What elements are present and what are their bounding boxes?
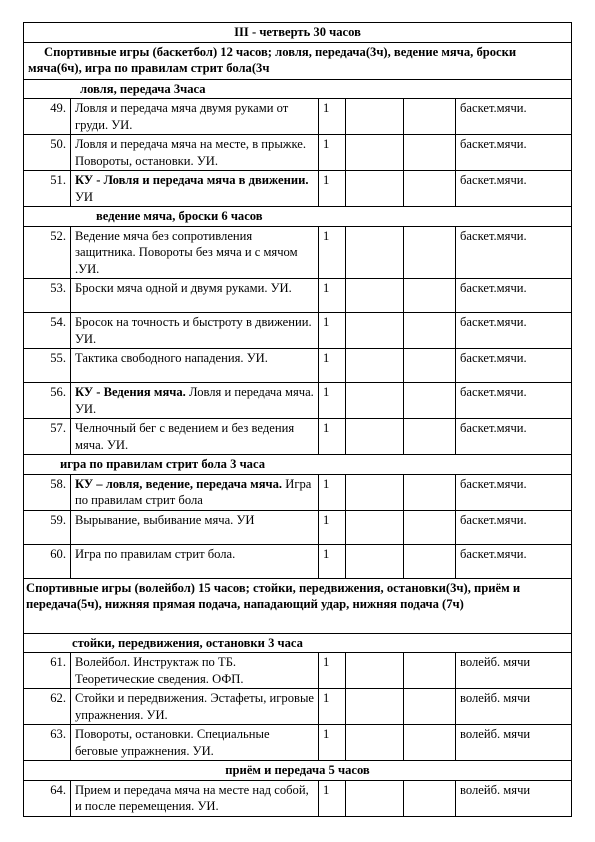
table-row	[24, 135, 572, 171]
subsection-row	[24, 633, 572, 653]
empty-cell	[404, 544, 456, 578]
empty-cell	[346, 99, 404, 135]
subsection-title: ведение мяча, броски 6 часов	[24, 207, 572, 227]
lesson-equipment: баскет.мячи.	[456, 135, 572, 171]
empty-cell	[404, 135, 456, 171]
table-row	[24, 419, 572, 455]
empty-cell	[346, 171, 404, 207]
lesson-topic: Игра по правилам стрит бола.	[71, 544, 319, 578]
lesson-hours: 1	[319, 313, 346, 349]
subsection-row	[24, 455, 572, 475]
lesson-hours: 1	[319, 419, 346, 455]
empty-cell	[404, 689, 456, 725]
subsection-title: ловля, передача 3часа	[24, 79, 572, 99]
table-row	[24, 474, 572, 510]
empty-cell	[404, 474, 456, 510]
lesson-number: 53.	[24, 279, 71, 313]
table-row	[24, 99, 572, 135]
subsection-title: стойки, передвижения, остановки 3 часа	[24, 633, 572, 653]
table-row	[24, 279, 572, 313]
lesson-equipment: баскет.мячи.	[456, 99, 572, 135]
table-row	[24, 653, 572, 689]
lesson-number: 52.	[24, 226, 71, 279]
lesson-topic-rest: Ловля и передача мяча. УИ.	[75, 385, 314, 416]
lesson-equipment: баскет.мячи.	[456, 349, 572, 383]
empty-cell	[346, 135, 404, 171]
lesson-number: 63.	[24, 725, 71, 761]
subsection-title: игра по правилам стрит бола 3 часа	[24, 455, 572, 475]
lesson-equipment: баскет.мячи.	[456, 279, 572, 313]
table-row	[24, 725, 572, 761]
empty-cell	[404, 99, 456, 135]
control-lesson-label: КУ – ловля, ведение, передача мяча.	[75, 476, 283, 491]
lesson-hours: 1	[319, 544, 346, 578]
lesson-equipment: баскет.мячи.	[456, 313, 572, 349]
table-row	[24, 226, 572, 279]
lesson-equipment: баскет.мячи.	[456, 474, 572, 510]
lesson-hours: 1	[319, 349, 346, 383]
lesson-equipment: баскет.мячи.	[456, 171, 572, 207]
lesson-topic-rest: УИ	[75, 189, 94, 204]
section-row	[24, 578, 572, 633]
volleyball-section-title: Спортивные игры (волейбол) 15 часов; стойки, передвижения, остановки(3ч), приём и передача(5ч), нижняя прямая подача, нападающий удар, нижняя подача (7ч)	[24, 578, 572, 633]
empty-cell	[346, 279, 404, 313]
lesson-number: 62.	[24, 689, 71, 725]
empty-cell	[404, 313, 456, 349]
empty-cell	[346, 383, 404, 419]
quarter-header-row	[24, 23, 572, 43]
lesson-plan-table	[23, 22, 572, 817]
lesson-hours: 1	[319, 383, 346, 419]
subsection-row	[24, 79, 572, 99]
lesson-topic-rest: Игра по правилам стрит бола	[75, 476, 312, 507]
lesson-topic: Челночный бег с ведением и без ведения мяча. УИ.	[71, 419, 319, 455]
empty-cell	[346, 689, 404, 725]
empty-cell	[404, 780, 456, 816]
empty-cell	[404, 349, 456, 383]
lesson-number: 57.	[24, 419, 71, 455]
empty-cell	[404, 279, 456, 313]
lesson-hours: 1	[319, 135, 346, 171]
lesson-topic: Броски мяча одной и двумя руками. УИ.	[71, 279, 319, 313]
lesson-topic: Волейбол. Инструктаж по ТБ. Теоретические сведения. ОФП.	[71, 653, 319, 689]
empty-cell	[404, 725, 456, 761]
lesson-topic	[71, 474, 319, 510]
table-row	[24, 689, 572, 725]
empty-cell	[346, 419, 404, 455]
subsection-row	[24, 761, 572, 781]
empty-cell	[404, 226, 456, 279]
table-row	[24, 383, 572, 419]
lesson-hours: 1	[319, 653, 346, 689]
lesson-equipment: баскет.мячи.	[456, 383, 572, 419]
empty-cell	[346, 725, 404, 761]
lesson-equipment: волейб. мячи	[456, 780, 572, 816]
lesson-number: 64.	[24, 780, 71, 816]
lesson-hours: 1	[319, 474, 346, 510]
lesson-topic	[71, 383, 319, 419]
subsection-row	[24, 207, 572, 227]
lesson-hours: 1	[319, 510, 346, 544]
lesson-hours: 1	[319, 689, 346, 725]
lesson-equipment: баскет.мячи.	[456, 510, 572, 544]
empty-cell	[346, 474, 404, 510]
table-row	[24, 349, 572, 383]
lesson-number: 61.	[24, 653, 71, 689]
lesson-number: 49.	[24, 99, 71, 135]
lesson-number: 55.	[24, 349, 71, 383]
table-row	[24, 544, 572, 578]
empty-cell	[346, 780, 404, 816]
empty-cell	[346, 653, 404, 689]
lesson-topic	[71, 171, 319, 207]
lesson-topic: Ведение мяча без сопротивления защитника. Повороты без мяча и с мячом .УИ.	[71, 226, 319, 279]
subsection-title: приём и передача 5 часов	[24, 761, 572, 781]
lesson-topic: Бросок на точность и быстроту в движении. УИ.	[71, 313, 319, 349]
lesson-topic: Тактика свободного нападения. УИ.	[71, 349, 319, 383]
lesson-equipment: баскет.мячи.	[456, 226, 572, 279]
control-lesson-label: КУ - Ловля и передача мяча в движении.	[75, 173, 309, 187]
lesson-equipment: баскет.мячи.	[456, 419, 572, 455]
table-row	[24, 510, 572, 544]
table-row	[24, 780, 572, 816]
empty-cell	[404, 653, 456, 689]
lesson-number: 59.	[24, 510, 71, 544]
empty-cell	[346, 544, 404, 578]
section-row	[24, 42, 572, 79]
lesson-hours: 1	[319, 226, 346, 279]
empty-cell	[346, 510, 404, 544]
lesson-equipment: волейб. мячи	[456, 689, 572, 725]
empty-cell	[346, 226, 404, 279]
table-row	[24, 171, 572, 207]
empty-cell	[346, 313, 404, 349]
empty-cell	[404, 510, 456, 544]
lesson-hours: 1	[319, 780, 346, 816]
empty-cell	[346, 349, 404, 383]
empty-cell	[404, 419, 456, 455]
lesson-topic: Прием и передача мяча на месте над собой, и после перемещения. УИ.	[71, 780, 319, 816]
lesson-number: 50.	[24, 135, 71, 171]
lesson-topic: Стойки и передвижения. Эстафеты, игровые упражнения. УИ.	[71, 689, 319, 725]
lesson-number: 56.	[24, 383, 71, 419]
empty-cell	[404, 383, 456, 419]
quarter-header: III - четверть 30 часов	[24, 23, 572, 43]
lesson-hours: 1	[319, 99, 346, 135]
lesson-equipment: баскет.мячи.	[456, 544, 572, 578]
lesson-number: 60.	[24, 544, 71, 578]
table-row	[24, 313, 572, 349]
basketball-section-title: Спортивные игры (баскетбол) 12 часов; ловля, передача(3ч), ведение мяча, броски мяча(6ч), игра по правилам стрит бола(3ч	[24, 42, 572, 79]
lesson-number: 54.	[24, 313, 71, 349]
lesson-hours: 1	[319, 171, 346, 207]
lesson-number: 51.	[24, 171, 71, 207]
lesson-equipment: волейб. мячи	[456, 725, 572, 761]
lesson-hours: 1	[319, 279, 346, 313]
lesson-hours: 1	[319, 725, 346, 761]
lesson-topic: Ловля и передача мяча на месте, в прыжке. Повороты, остановки. УИ.	[71, 135, 319, 171]
lesson-topic: Повороты, остановки. Специальные беговые упражнения. УИ.	[71, 725, 319, 761]
empty-cell	[404, 171, 456, 207]
lesson-equipment: волейб. мячи	[456, 653, 572, 689]
lesson-topic: Ловля и передача мяча двумя руками от груди. УИ.	[71, 99, 319, 135]
lesson-number: 58.	[24, 474, 71, 510]
lesson-topic: Вырывание, выбивание мяча. УИ	[71, 510, 319, 544]
control-lesson-label: КУ - Ведения мяча.	[75, 385, 186, 399]
